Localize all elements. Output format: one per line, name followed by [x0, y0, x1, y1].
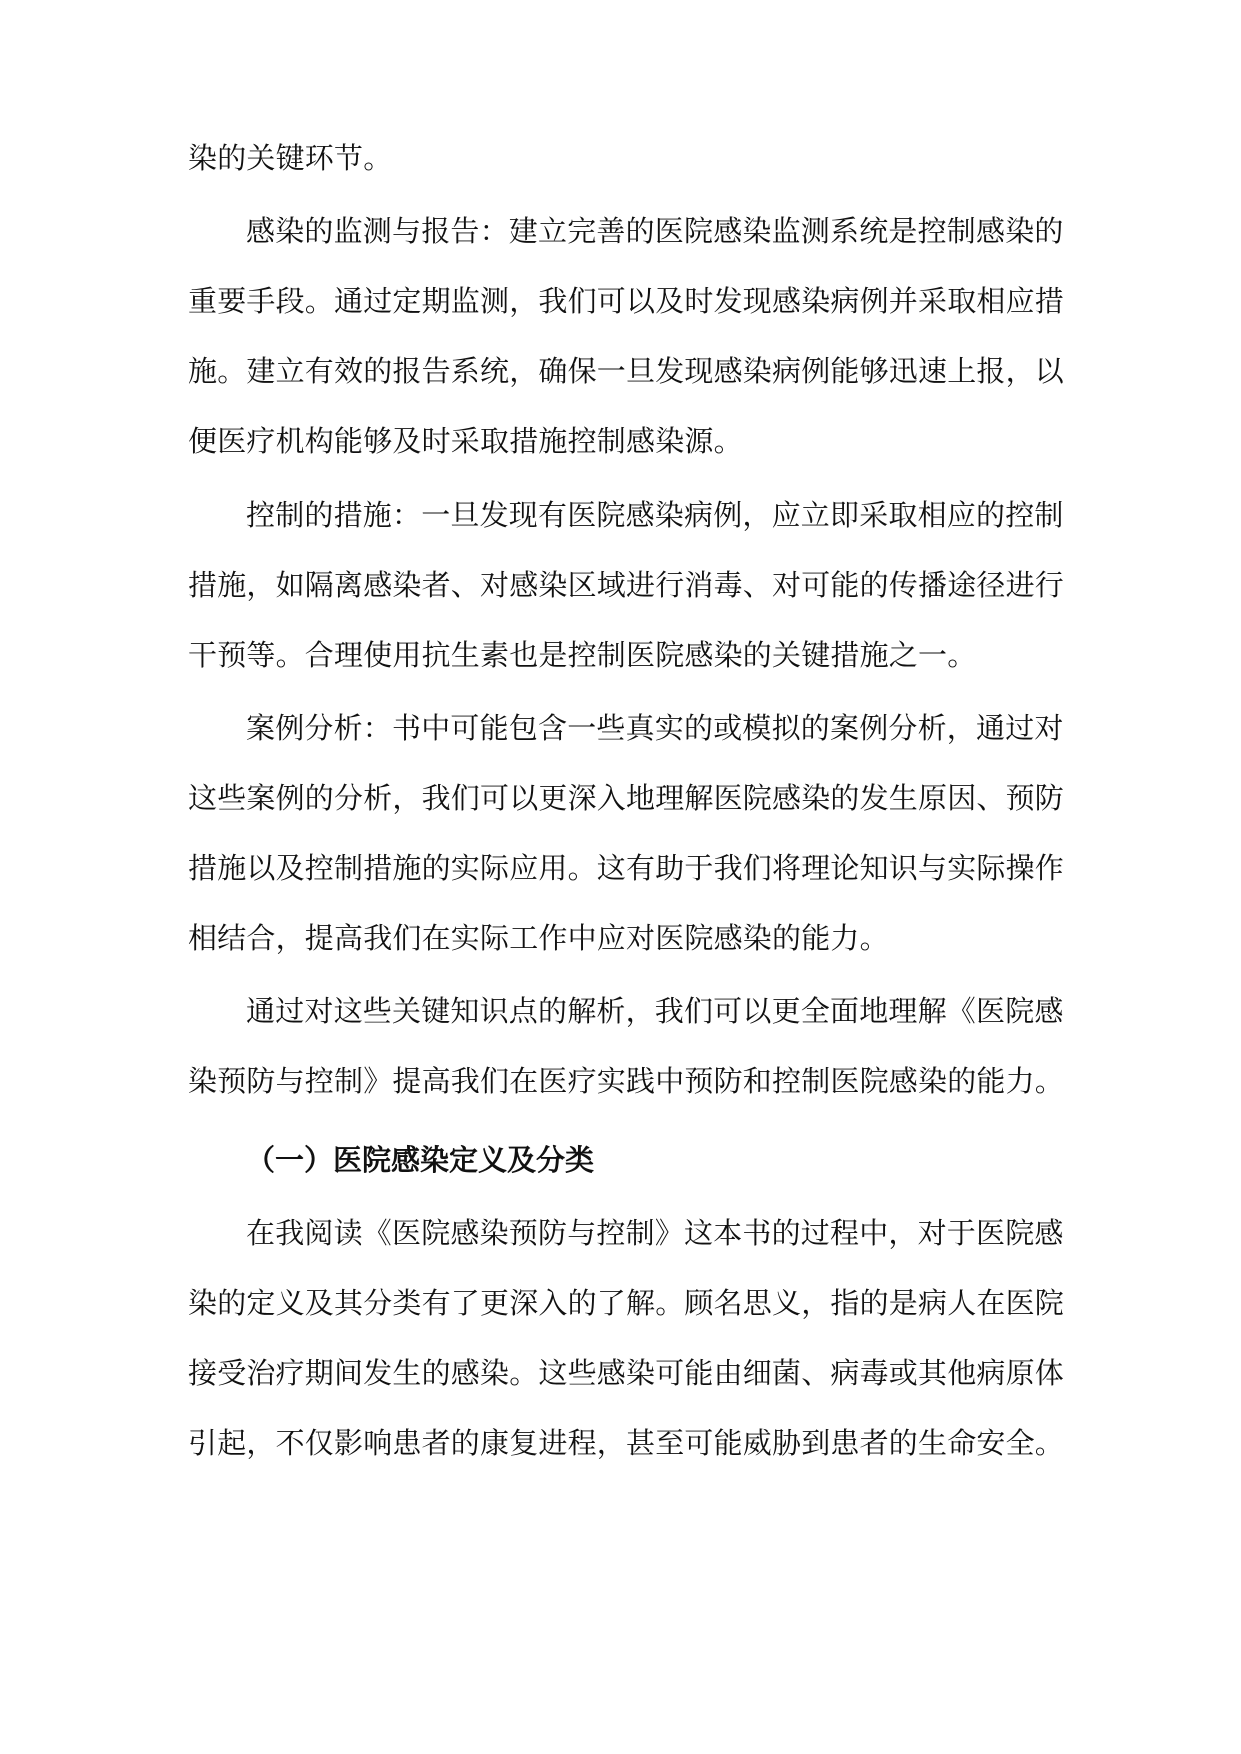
paragraph-line: 接受治疗期间发生的感染。这些感染可能由细菌、病毒或其他病原体 — [188, 1356, 1065, 1390]
paragraph-line: 感染的监测与报告：建立完善的医院感染监测系统是控制感染的 — [246, 214, 1064, 248]
paragraph-line: 案例分析：书中可能包含一些真实的或模拟的案例分析，通过对 — [246, 711, 1064, 745]
paragraph-line: 重要手段。通过定期监测，我们可以及时发现感染病例并采取相应措 — [188, 284, 1065, 318]
paragraph-line: 染的关键环节。 — [188, 141, 393, 175]
paragraph-line: 在我阅读《医院感染预防与控制》这本书的过程中，对于医院感 — [246, 1216, 1064, 1250]
paragraph-line: 染预防与控制》提高我们在医疗实践中预防和控制医院感染的能力。 — [188, 1064, 1065, 1098]
paragraph-line: 措施，如隔离感染者、对感染区域进行消毒、对可能的传播途径进行 — [188, 568, 1065, 602]
paragraph-line: 便医疗机构能够及时采取措施控制感染源。 — [188, 424, 743, 458]
paragraph-line: 这些案例的分析，我们可以更深入地理解医院感染的发生原因、预防 — [188, 781, 1065, 815]
paragraph-line: 干预等。合理使用抗生素也是控制医院感染的关键措施之一。 — [188, 638, 977, 672]
paragraph-line: 染的定义及其分类有了更深入的了解。顾名思义，指的是病人在医院 — [188, 1286, 1065, 1320]
paragraph-line: 引起，不仅影响患者的康复进程，甚至可能威胁到患者的生命安全。 — [188, 1426, 1065, 1460]
paragraph-line: 通过对这些关键知识点的解析，我们可以更全面地理解《医院感 — [246, 994, 1064, 1028]
paragraph-line: 相结合，提高我们在实际工作中应对医院感染的能力。 — [188, 921, 889, 955]
paragraph-line: 措施以及控制措施的实际应用。这有助于我们将理论知识与实际操作 — [188, 851, 1065, 885]
paragraph-line: 控制的措施：一旦发现有医院感染病例，应立即采取相应的控制 — [246, 498, 1064, 532]
paragraph-line: 施。建立有效的报告系统，确保一旦发现感染病例能够迅速上报，以 — [188, 354, 1065, 388]
section-heading: （一）医院感染定义及分类 — [246, 1143, 595, 1177]
